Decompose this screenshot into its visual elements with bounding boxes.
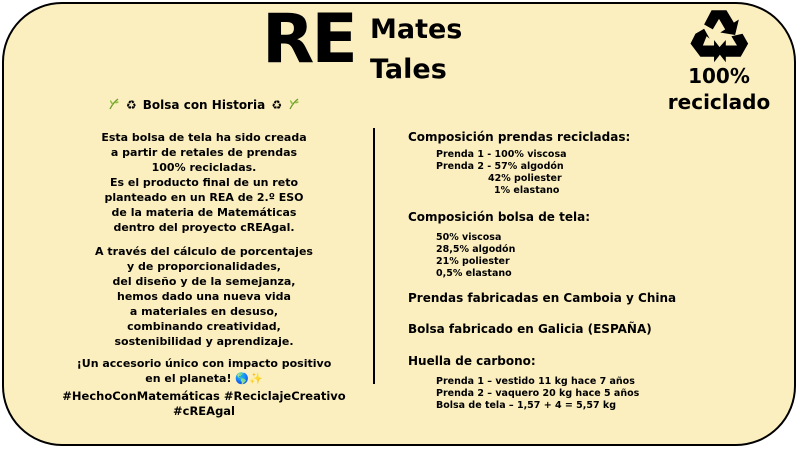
bag-composition-line: 50% viscosa <box>436 232 502 243</box>
story-paragraph-3 <box>34 356 374 386</box>
story-title-text: Bolsa con Historia <box>142 98 266 112</box>
carbon-line: Prenda 1 – vestido 11 kg hace 7 años <box>436 376 635 387</box>
text-line: combinando creatividad, <box>127 320 281 333</box>
text-line: ¡Un accesorio único con impacto positivo <box>76 357 332 370</box>
bag-composition-line: 0,5% elastano <box>436 268 512 279</box>
story-title <box>34 98 374 113</box>
recycle-percent: 100% <box>688 64 750 88</box>
composition-line: Prenda 2 - 57% algodón <box>436 161 564 172</box>
logo-re: RE <box>262 2 355 79</box>
product-label <box>2 2 796 446</box>
carbon-footprint-heading: Huella de carbono: <box>408 354 536 368</box>
text-line: a materiales en desuso, <box>129 305 279 318</box>
story-paragraph-2 <box>34 244 374 349</box>
globe-sparkles-icon: 🌎✨ <box>235 372 263 385</box>
text-line: a partir de retales de prendas <box>110 146 298 159</box>
text-line: Es el producto final de un reto <box>109 176 299 189</box>
bag-composition-line: 21% poliester <box>436 256 510 267</box>
carbon-line: Prenda 2 – vaquero 20 kg hace 5 años <box>436 388 640 399</box>
carbon-line: Bolsa de tela – 1,57 + 4 = 5,57 kg <box>436 400 617 411</box>
herb-icon <box>288 98 300 110</box>
composition-line: 42% poliester <box>488 173 562 184</box>
text-line <box>34 371 374 386</box>
recycle-icon <box>688 6 750 64</box>
recycle-symbol: ♻ <box>125 98 137 112</box>
recycle-label: reciclado <box>667 90 771 114</box>
column-divider <box>373 128 375 384</box>
rematestales-logo <box>262 2 482 92</box>
hashtags: #HechoConMatemáticas #ReciclajeCreativo #cREAgal <box>62 389 346 418</box>
text-line: de la materia de Matemáticas <box>111 206 297 219</box>
composition-bag-heading: Composición bolsa de tela: <box>408 210 590 224</box>
composition-garments-heading: Composición prendas recicladas: <box>408 130 631 144</box>
garments-origin: Prendas fabricadas en Camboia y China <box>408 291 677 305</box>
herb-icon <box>108 98 120 110</box>
story-paragraph-1 <box>34 130 374 235</box>
logo-tales: Tales <box>370 54 447 85</box>
text-line: y de proporcionalidades, <box>127 260 281 273</box>
bag-origin: Bolsa fabricado en Galicia (ESPAÑA) <box>408 322 652 336</box>
text-line: hemos dado una nueva vida <box>117 290 291 303</box>
text-line: dentro del proyecto cREAgal. <box>113 221 295 234</box>
text-line: 100% recicladas. <box>151 161 257 174</box>
text-line: Esta bolsa de tela ha sido creada <box>101 131 307 144</box>
text-line: A través del cálculo de porcentajes <box>95 245 313 258</box>
composition-line: Prenda 1 - 100% viscosa <box>436 149 567 160</box>
bag-composition-line: 28,5% algodón <box>436 244 516 255</box>
composition-line: 1% elastano <box>494 185 560 196</box>
text-line: sostenibilidad y aprendizaje. <box>114 335 294 348</box>
text-line-part: en el planeta! <box>145 372 232 385</box>
text-line: planteado en un REA de 2.º ESO <box>104 191 304 204</box>
text-line: del diseño y de la semejanza, <box>112 275 296 288</box>
logo-mates: Mates <box>370 14 463 45</box>
recycle-symbol: ♻ <box>271 98 283 112</box>
